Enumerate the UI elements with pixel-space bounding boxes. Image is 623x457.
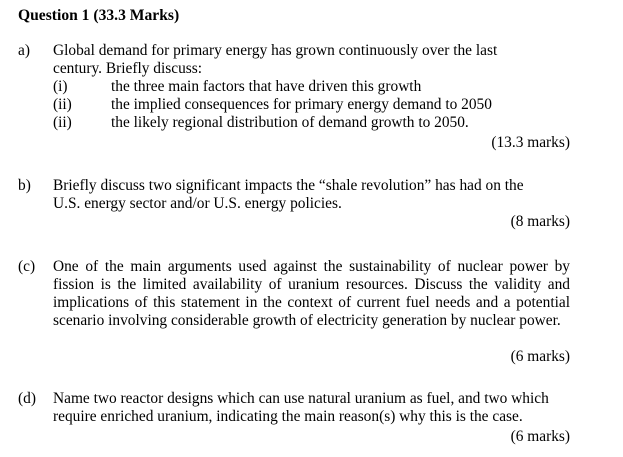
subitem-number: (i): [53, 78, 68, 95]
part-b-text: [53, 177, 570, 213]
subitem-number: (ii): [53, 96, 72, 113]
part-a-subitem-3: [53, 114, 570, 132]
part-b-label: b): [18, 177, 31, 194]
question-heading: Question 1 (33.3 Marks): [18, 7, 180, 24]
subitem-text: the implied consequences for primary energy demand to 2050: [111, 96, 492, 113]
part-d-label: (d): [18, 390, 36, 407]
part-a-marks: (13.3 marks): [491, 134, 570, 151]
part-d-line-1: Name two reactor designs which can use natural uranium as fuel, and two which: [53, 390, 549, 407]
part-a-label: a): [18, 42, 30, 59]
part-c-marks: (6 marks): [510, 348, 570, 365]
part-a-text: [53, 42, 570, 132]
part-d-line-2: require enriched uranium, indicating the main reason(s) why this is the case.: [53, 408, 523, 425]
part-a-line-2: century. Briefly discuss:: [53, 60, 203, 77]
part-c-label: (c): [18, 258, 36, 275]
part-d-marks: (6 marks): [510, 428, 570, 445]
part-a-line-1: Global demand for primary energy has grown continuously over the last: [53, 42, 498, 59]
subitem-text: the likely regional distribution of demand growth to 2050.: [111, 114, 469, 131]
part-a-subitem-2: [53, 96, 570, 114]
part-b-line-1: Briefly discuss two significant impacts the “shale revolution” has had on the: [53, 177, 524, 194]
subitem-text: the three main factors that have driven this growth: [111, 78, 422, 95]
part-d-text: [53, 390, 570, 426]
subitem-number: (ii): [53, 114, 72, 131]
part-b-marks: (8 marks): [510, 213, 570, 230]
part-a-subitem-1: [53, 78, 570, 96]
part-b-line-2: U.S. energy sector and/or U.S. energy policies.: [53, 195, 342, 212]
part-c-text: One of the main arguments used against the sustainability of nuclear power by fission is the limited availability of uranium resources. Discuss the validity and implications of this statement in the context of current fuel needs and a potential scenario involving considerable growth of electricity generation by nuclear power.: [53, 258, 570, 329]
